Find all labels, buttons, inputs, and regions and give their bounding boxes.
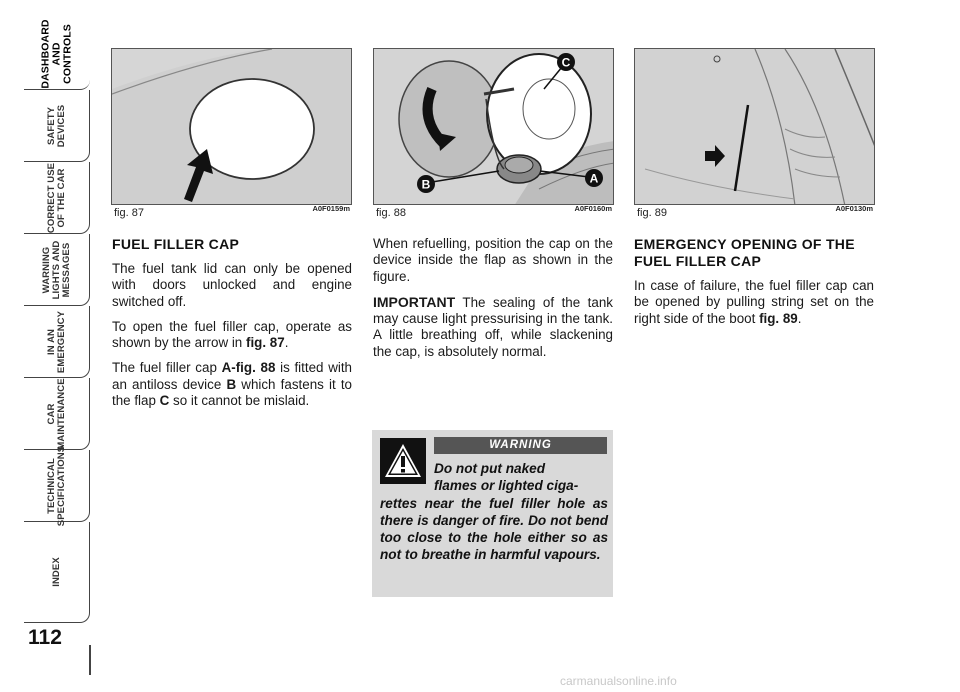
column-refuelling xyxy=(373,236,613,369)
text: The fuel filler cap xyxy=(112,360,222,376)
tab-correct-use[interactable]: CORRECT USE OF THE CAR xyxy=(24,162,90,234)
warning-line: rettes near the fuel filler hole as there is danger of fire. Do not bend too close to the hole either so as not to breathe in harmful vapours. xyxy=(380,495,608,563)
watermark: carmanualsonline.info xyxy=(560,674,677,688)
section-heading: EMERGENCY OPENING OF THE FUEL FILLER CAP xyxy=(634,236,855,269)
paragraph xyxy=(112,360,352,409)
figure-number: fig. 89 xyxy=(637,207,667,219)
column-emergency-opening xyxy=(634,236,874,336)
tab-dashboard-and-controls[interactable]: DASHBOARD AND CONTROLS xyxy=(24,18,90,90)
tab-technical-specifications[interactable]: TECHNICAL SPECIFICATIONS xyxy=(24,450,90,522)
figure-88 xyxy=(373,48,614,205)
figure-number: fig. 87 xyxy=(114,207,144,219)
paragraph xyxy=(634,278,874,327)
tab-car-maintenance[interactable]: CAR MAINTENANCE xyxy=(24,378,90,450)
figure-89 xyxy=(634,48,875,205)
warning-title: WARNING xyxy=(434,437,607,454)
text: To open the fuel filler cap, operate as shown by the arrow in xyxy=(112,318,352,351)
figure-reference[interactable]: A-fig. 88 xyxy=(221,360,276,376)
text: is fitted with an antiloss device xyxy=(112,360,353,392)
paragraph xyxy=(373,294,613,360)
paragraph: The fuel tank lid can only be opened with doors unlocked and engine switched off. xyxy=(112,261,352,309)
figure-code: A0F0160m xyxy=(574,204,612,213)
figure-reference[interactable]: fig. 87 xyxy=(245,335,285,351)
section-heading: FUEL FILLER CAP xyxy=(112,236,240,252)
text: so it cannot be mislaid. xyxy=(169,393,310,409)
text: In case of failure, the fuel filler cap can be opened by pulling string set on the right side of the boot xyxy=(634,278,874,326)
page-number: 112 xyxy=(28,626,62,649)
tab-index[interactable]: INDEX xyxy=(24,522,90,623)
paragraph: When refuelling, position the cap on the device inside the flap as shown in the figure. xyxy=(373,236,613,284)
text: . xyxy=(284,335,289,351)
figure-code: A0F0130m xyxy=(835,204,873,213)
figure-reference[interactable]: fig. 89 xyxy=(759,310,798,326)
label-c: C xyxy=(561,55,571,70)
column-fuel-filler-cap xyxy=(112,236,352,418)
label-reference: C xyxy=(159,393,170,409)
warning-line: Do not put naked xyxy=(434,461,546,476)
text: . xyxy=(797,310,802,326)
label-b: B xyxy=(421,177,431,192)
paragraph xyxy=(112,319,352,352)
warning-line: flames or lighted ciga- xyxy=(434,478,579,494)
divider xyxy=(89,645,91,675)
figure-code: A0F0159m xyxy=(312,204,350,213)
chapter-tabs xyxy=(24,18,90,623)
figure-87 xyxy=(111,48,352,205)
label-a: A xyxy=(589,171,599,186)
text: The sealing of the tank may cause light pressurising in the tank. A little breathing off, while slackening the cap, is absolutely normal. xyxy=(373,294,613,359)
tab-warning-lights[interactable]: WARNING LIGHTS AND MESSAGES xyxy=(24,234,90,306)
label-reference: B xyxy=(226,376,237,392)
figure-number: fig. 88 xyxy=(376,207,406,219)
warning-text xyxy=(380,460,608,564)
tab-safety-devices[interactable]: SAFETY DEVICES xyxy=(24,90,90,162)
tab-in-an-emergency[interactable]: IN AN EMERGENCY xyxy=(24,306,90,378)
important-label: IMPORTANT xyxy=(373,293,456,310)
text: which fastens it to the flap xyxy=(112,376,352,409)
warning-box xyxy=(372,430,613,597)
